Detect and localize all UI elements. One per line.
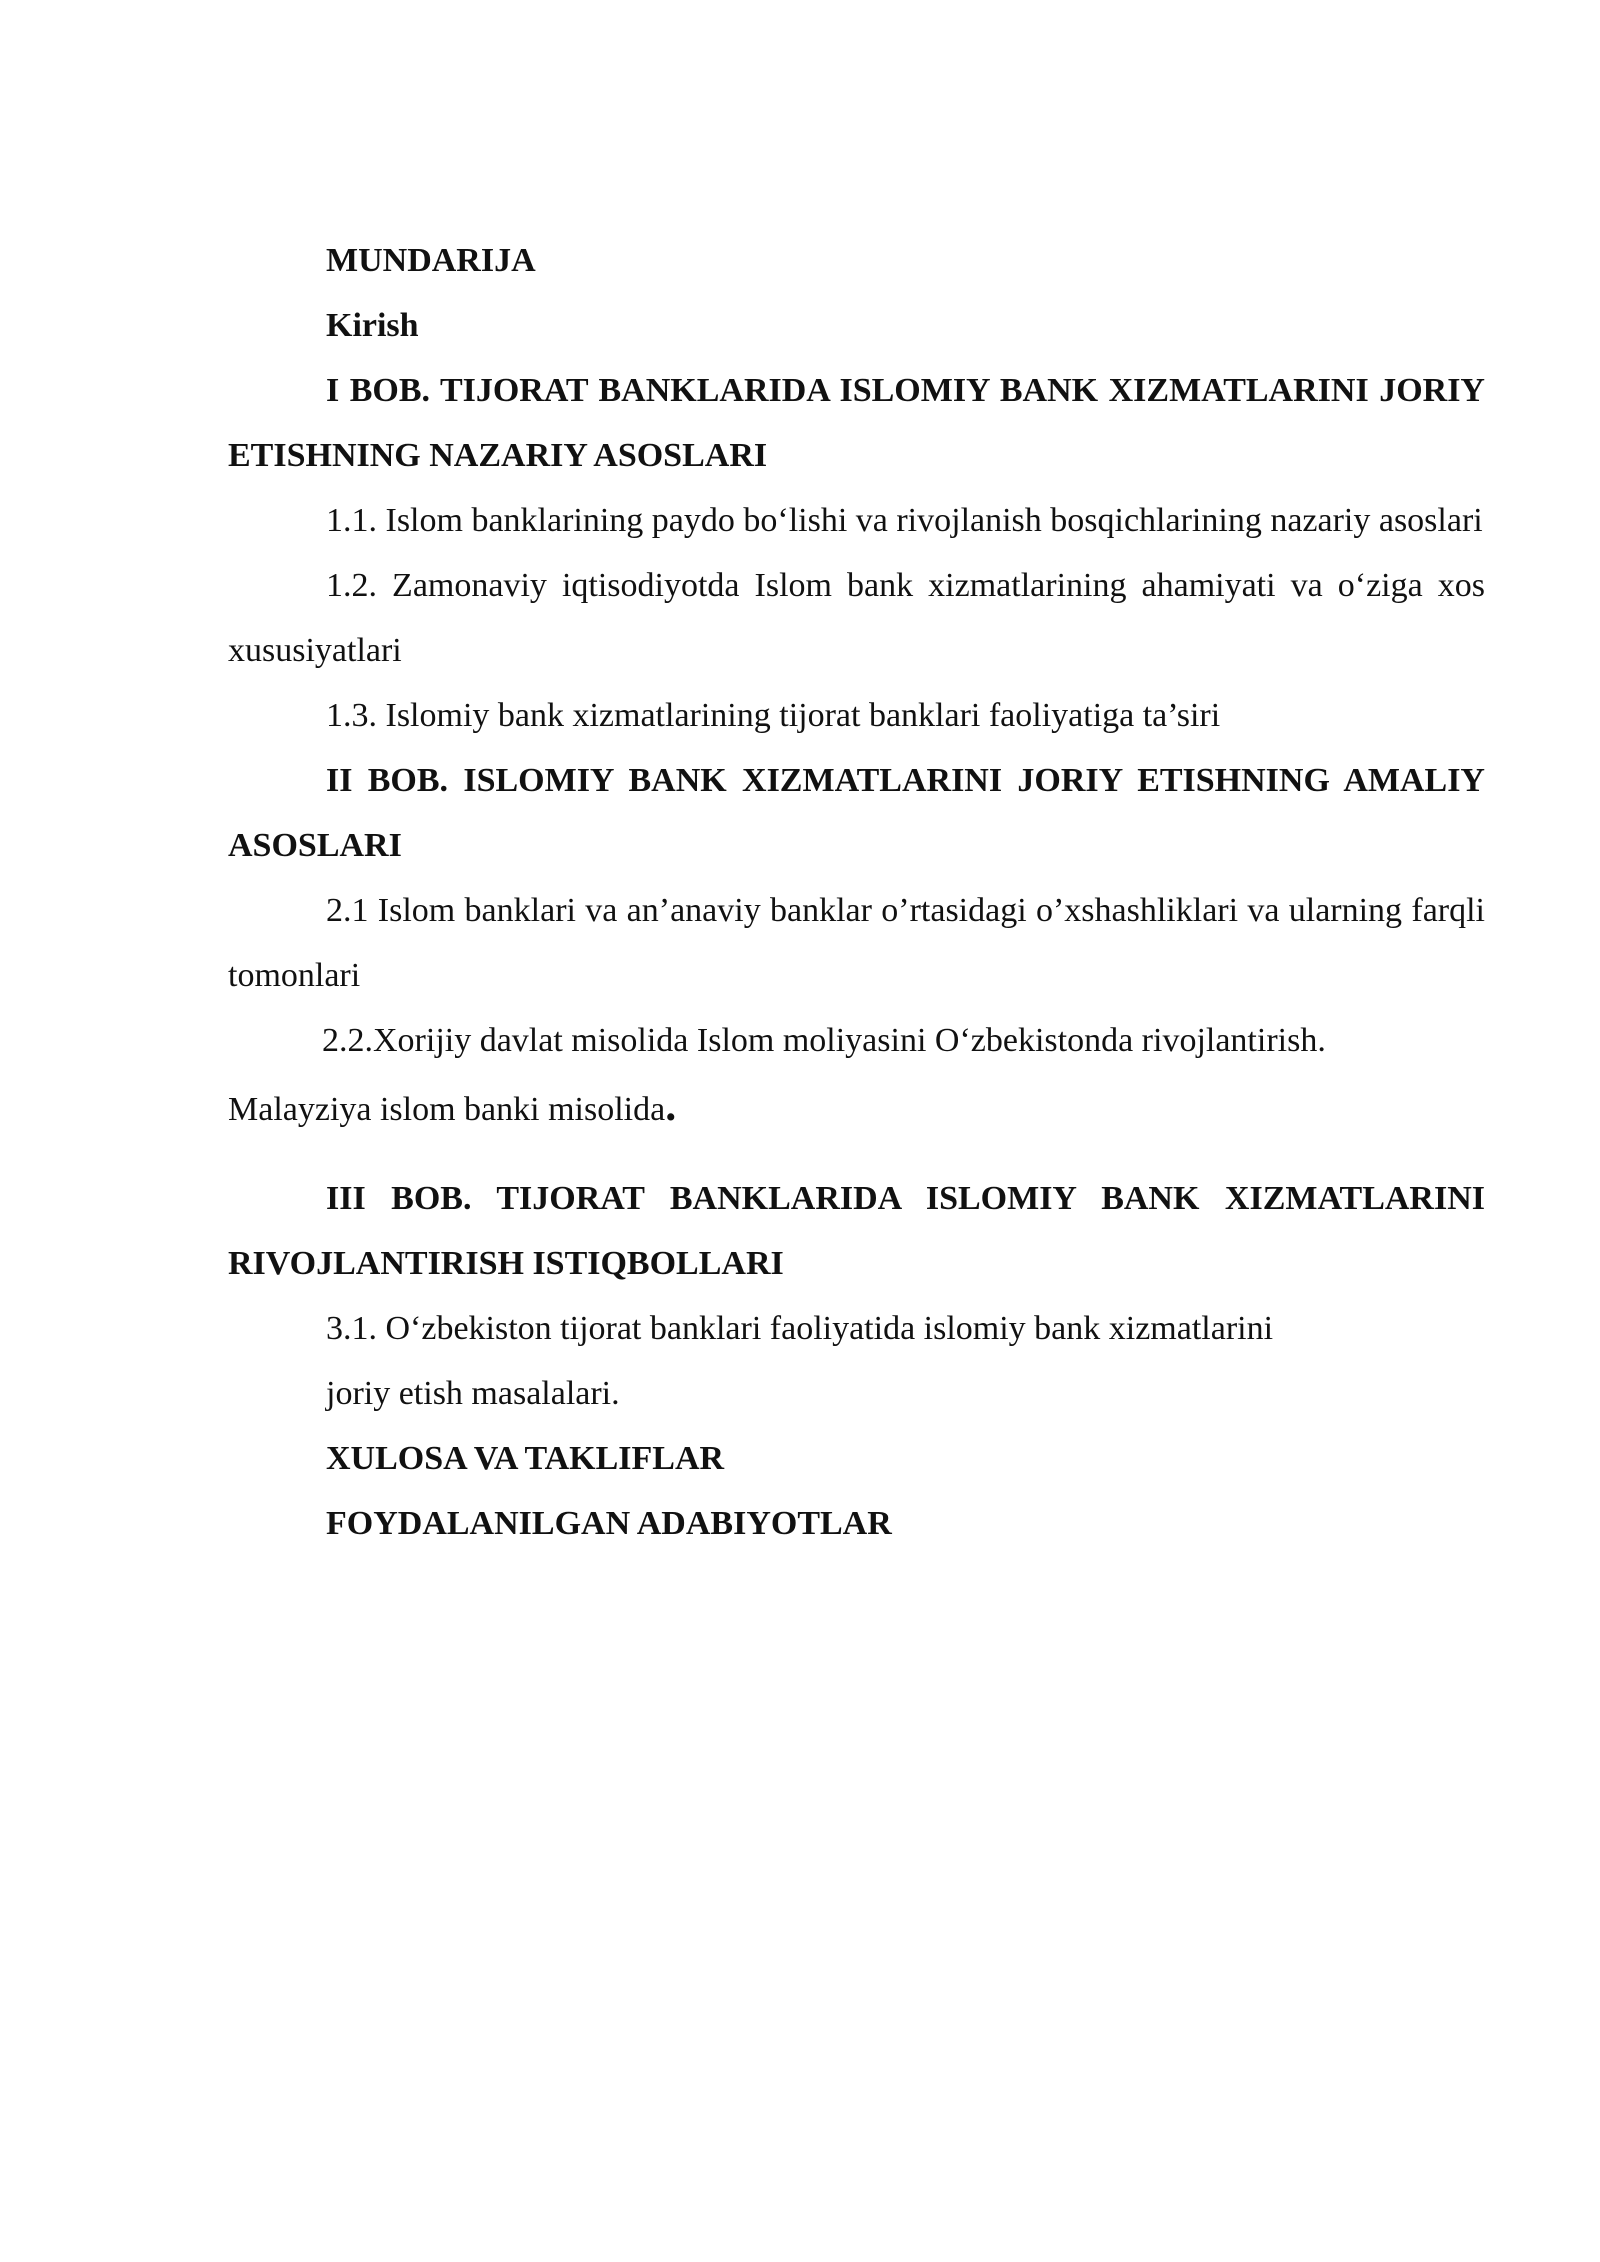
toc-intro: Kirish (326, 307, 419, 344)
toc-item-2-2-line-1: 2.2.Xorijiy davlat misolida Islom moliyasini O‘zbekistonda rivojlantirish. (322, 1022, 1326, 1059)
toc-item-1-2: 1.2. Zamonaviy iqtisodiyotda Islom bank xizmatlarining ahamiyati va o‘ziga xos xususiyatlari (228, 567, 1485, 669)
toc-references: FOYDALANILGAN ADABIYOTLAR (326, 1505, 892, 1542)
toc-title: MUNDARIJA (326, 242, 536, 279)
toc-conclusion: XULOSA VA TAKLIFLAR (326, 1440, 725, 1477)
toc-item-2-2-dot: . (665, 1081, 677, 1130)
toc-item-3-1-line-1: 3.1. O‘zbekiston tijorat banklari faoliyatida islomiy bank xizmatlarini (326, 1310, 1274, 1347)
toc-chapter-1: I BOB. TIJORAT BANKLARIDA ISLOMIY BANK XIZMATLARINI JORIY ETISHNING NAZARIY ASOSLARI (228, 372, 1485, 474)
table-of-contents (228, 228, 1485, 1556)
toc-item-2-1: 2.1 Islom banklari va an’anaviy banklar o’rtasidagi o’xshashliklari va ularning farqli tomonlari (228, 892, 1485, 994)
toc-item-2-2-line-2 (228, 1073, 1485, 1142)
toc-chapter-2: II BOB. ISLOMIY BANK XIZMATLARINI JORIY ETISHNING AMALIY ASOSLARI (228, 762, 1485, 864)
toc-item-2-2-text: Malayziya islom banki misolida (228, 1091, 666, 1128)
toc-item-1-1: 1.1. Islom banklarining paydo bo‘lishi va rivojlanish bosqichlarining nazariy asoslari (326, 502, 1483, 539)
toc-chapter-3: III BOB. TIJORAT BANKLARIDA ISLOMIY BANK XIZMATLARINI RIVOJLANTIRISH ISTIQBOLLARI (228, 1180, 1485, 1282)
toc-item-1-3: 1.3. Islomiy bank xizmatlarining tijorat banklari faoliyatiga ta’siri (326, 697, 1221, 734)
toc-item-3-1-line-2: joriy etish masalalari. (326, 1375, 620, 1412)
